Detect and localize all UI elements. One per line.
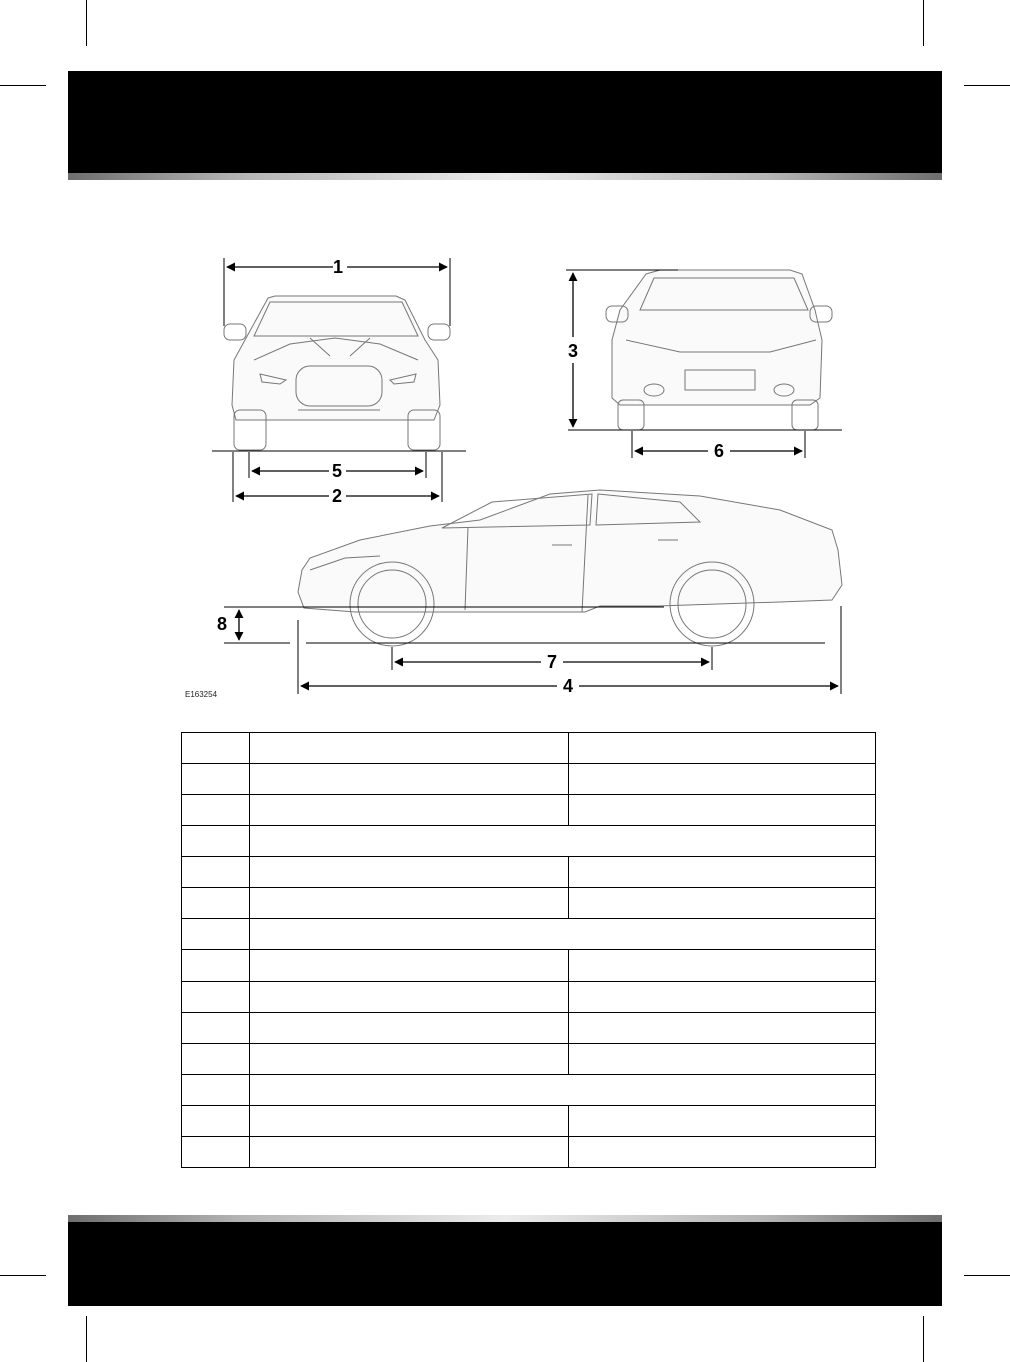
table-row bbox=[182, 888, 876, 919]
table-cell bbox=[250, 857, 569, 888]
table-cell bbox=[569, 857, 876, 888]
table-cell bbox=[569, 888, 876, 919]
table-cell bbox=[182, 1043, 250, 1074]
table-cell bbox=[250, 950, 569, 981]
table-cell bbox=[250, 826, 876, 857]
footer-gradient-rule bbox=[68, 1215, 942, 1222]
table-row bbox=[182, 1043, 876, 1074]
table-cell bbox=[250, 888, 569, 919]
table-cell bbox=[250, 1074, 876, 1105]
table-cell bbox=[182, 1012, 250, 1043]
crop-mark bbox=[0, 1275, 46, 1276]
table-cell bbox=[182, 1105, 250, 1136]
table-cell bbox=[182, 826, 250, 857]
table-row bbox=[182, 795, 876, 826]
figure-code: E163254 bbox=[185, 690, 218, 699]
callout-2: 2 bbox=[331, 486, 343, 506]
crop-mark bbox=[964, 85, 1010, 86]
table-cell bbox=[250, 764, 569, 795]
table-cell bbox=[569, 1012, 876, 1043]
table-row bbox=[182, 826, 876, 857]
dimensions-table bbox=[181, 732, 876, 1168]
table-cell bbox=[250, 1043, 569, 1074]
callout-8: 8 bbox=[216, 614, 228, 634]
callout-5: 5 bbox=[331, 461, 343, 481]
callout-3: 3 bbox=[567, 341, 579, 361]
table-cell bbox=[569, 764, 876, 795]
table-row bbox=[182, 1136, 876, 1167]
table-cell bbox=[250, 1136, 569, 1167]
table-cell bbox=[569, 1105, 876, 1136]
table-cell bbox=[182, 919, 250, 950]
callout-1: 1 bbox=[332, 257, 344, 277]
table-row bbox=[182, 950, 876, 981]
table-row bbox=[182, 1012, 876, 1043]
table-row bbox=[182, 857, 876, 888]
callout-4: 4 bbox=[562, 676, 574, 696]
table-cell bbox=[182, 888, 250, 919]
table-row bbox=[182, 919, 876, 950]
vehicle-dimensions-figure bbox=[180, 240, 850, 710]
header-gradient-rule bbox=[68, 173, 942, 180]
crop-mark bbox=[86, 1316, 87, 1362]
side-view-drawing bbox=[298, 490, 842, 646]
table-cell bbox=[250, 981, 569, 1012]
table-cell bbox=[182, 981, 250, 1012]
table-cell bbox=[182, 1074, 250, 1105]
callout-7: 7 bbox=[546, 652, 558, 672]
crop-mark bbox=[923, 0, 924, 46]
table-cell bbox=[250, 795, 569, 826]
table-cell bbox=[182, 764, 250, 795]
table-cell bbox=[569, 981, 876, 1012]
table-cell bbox=[250, 919, 876, 950]
front-view-drawing bbox=[224, 296, 450, 450]
footer-band bbox=[68, 1222, 942, 1306]
table-cell bbox=[182, 795, 250, 826]
crop-mark bbox=[964, 1275, 1010, 1276]
crop-mark bbox=[0, 85, 46, 86]
header-band bbox=[68, 71, 942, 173]
table-cell bbox=[182, 950, 250, 981]
table-row bbox=[182, 764, 876, 795]
table-cell bbox=[250, 733, 569, 764]
crop-mark bbox=[86, 0, 87, 46]
table-cell bbox=[182, 733, 250, 764]
table-cell bbox=[569, 1043, 876, 1074]
table-cell bbox=[182, 1136, 250, 1167]
table-row bbox=[182, 981, 876, 1012]
table-cell bbox=[569, 795, 876, 826]
callout-6: 6 bbox=[713, 441, 725, 461]
rear-view-drawing bbox=[606, 270, 832, 430]
table-cell bbox=[569, 733, 876, 764]
table-cell bbox=[182, 857, 250, 888]
table-cell bbox=[569, 950, 876, 981]
table-row bbox=[182, 733, 876, 764]
table-row bbox=[182, 1074, 876, 1105]
crop-mark bbox=[923, 1316, 924, 1362]
table-row bbox=[182, 1105, 876, 1136]
table-cell bbox=[250, 1105, 569, 1136]
table-cell bbox=[569, 1136, 876, 1167]
table-cell bbox=[250, 1012, 569, 1043]
